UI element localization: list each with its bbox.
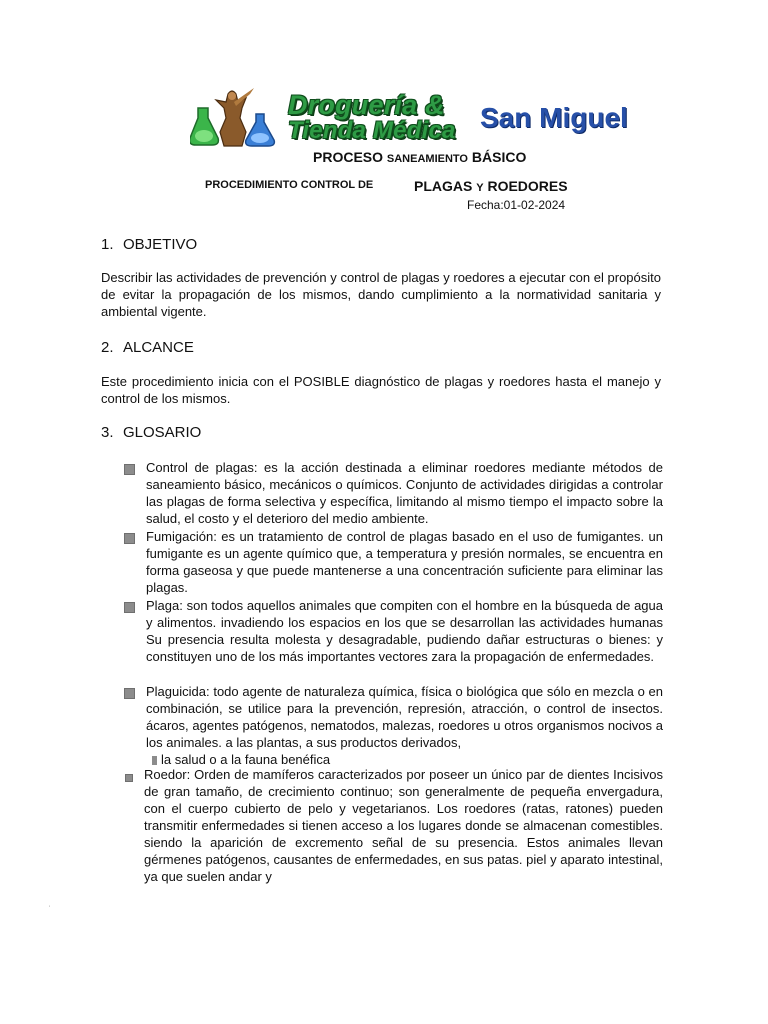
glossary-main-text: Plaguicida: todo agente de naturaleza química, física o biológica que sólo en mezcla o en combinación, se utilice para la prevención, represión, atracción, o control de insectos. ácaros, agentes patógenos, nematodos, malezas, roedores u otros organismos nocivos a los animales. a las plantas, a sus productos derivados, bbox=[146, 684, 663, 750]
pharmacy-emblem-icon bbox=[190, 88, 286, 148]
glossary-text: Plaga: son todos aquellos animales que compiten con el hombre en la búsqueda de agua y alimentos. invadiendo los espacios en los que se desarrollan las actividades humanas Su presencia resulta molesta y desagradable, pudiendo dañar estructuras o bienes: y constituyen uno de los más importantes vectores zara la propagación de enfermedades. bbox=[146, 598, 663, 664]
bullet-icon bbox=[124, 602, 135, 613]
glossary-tail-text: la salud o a la fauna benéfica bbox=[161, 752, 331, 767]
section-number: 2. bbox=[101, 339, 114, 356]
section-heading: GLOSARIO bbox=[123, 424, 202, 441]
logo-title-line1: Droguería & bbox=[288, 90, 445, 120]
section-objetivo-title bbox=[101, 236, 197, 253]
section-objetivo-text: Describir las actividades de prevención y control de plagas y roedores a ejecutar con el propósito de evitar la propagación de los mismos, dando cumplimiento a la normatividad sanitaria y ambiental vigente. bbox=[101, 270, 661, 319]
bullet-icon bbox=[124, 688, 135, 699]
logo-brand-name: San Miguel bbox=[480, 102, 628, 133]
subject-roedores: ROEDORES bbox=[487, 178, 568, 194]
bullet-icon bbox=[124, 464, 135, 475]
bullet-icon bbox=[124, 533, 135, 544]
glossary-text: Roedor: Orden de mamíferos caracterizados por poseer un único par de dientes Incisivos de gran tamaño, de crecimiento continuo; son generalmente de pequeña envergadura, con el cuerpo cubierto de pelo y vegetarianos. Los roedores (ratas, ratones) pueden transmitir enfermedades si tienen acceso a los lugares donde se almacenan comestibles. siendo la aparición de excremento señal de su presencia. Estos animales llevan gérmenes patógenos, causantes de enfermedades, en sus patas. piel y aparato intestinal, ya que suelen andar y bbox=[144, 767, 663, 884]
section-alcance-title bbox=[101, 339, 194, 356]
company-logo bbox=[190, 88, 660, 148]
section-glosario-title bbox=[101, 424, 201, 441]
section-alcance-text: Este procedimiento inicia con el POSIBLE diagnóstico de plagas y roedores hasta el manejo y control de los mismos. bbox=[101, 374, 661, 406]
section-number: 3. bbox=[101, 424, 114, 441]
procedure-title-subject bbox=[414, 178, 568, 194]
stray-mark: ' bbox=[49, 906, 51, 912]
glossary-text: Control de plagas: es la acción destinada a eliminar roedores mediante métodos de saneamiento básico, mecánicos o químicos. Conjunto de actividades dirigidas a controlar las plagas de forma selectiva y específica, limitando al mismo tiempo el impacto sobre la salud, el costo y el deterioro del medio ambiente. bbox=[146, 460, 663, 526]
glossary-text bbox=[146, 683, 663, 768]
process-title bbox=[313, 149, 526, 165]
inline-bullet-icon bbox=[152, 756, 157, 765]
bullet-icon bbox=[125, 774, 133, 782]
section-number: 1. bbox=[101, 236, 114, 253]
process-saneamiento: SANEAMIENTO bbox=[386, 153, 468, 165]
logo-title-line2: Tienda Médica bbox=[288, 117, 456, 144]
section-heading: OBJETIVO bbox=[123, 236, 198, 253]
glossary-text: Fumigación: es un tratamiento de control de plagas basado en el uso de fumigantes. un fumigante es un agente químico que, a temperatura y presión normales, se encuentra en forma gaseosa y que puede mantenerse a una concentración suficiente para eliminar las plagas. bbox=[146, 529, 663, 595]
subject-plagas: PLAGAS bbox=[414, 178, 473, 194]
subject-y: Y bbox=[476, 182, 484, 194]
process-basico: BÁSICO bbox=[471, 149, 527, 165]
procedure-title-prefix: PROCEDIMIENTO CONTROL DE bbox=[205, 179, 374, 191]
section-heading: ALCANCE bbox=[123, 339, 194, 356]
process-word: PROCESO bbox=[313, 149, 384, 165]
document-date: Fecha:01-02-2024 bbox=[467, 198, 566, 212]
